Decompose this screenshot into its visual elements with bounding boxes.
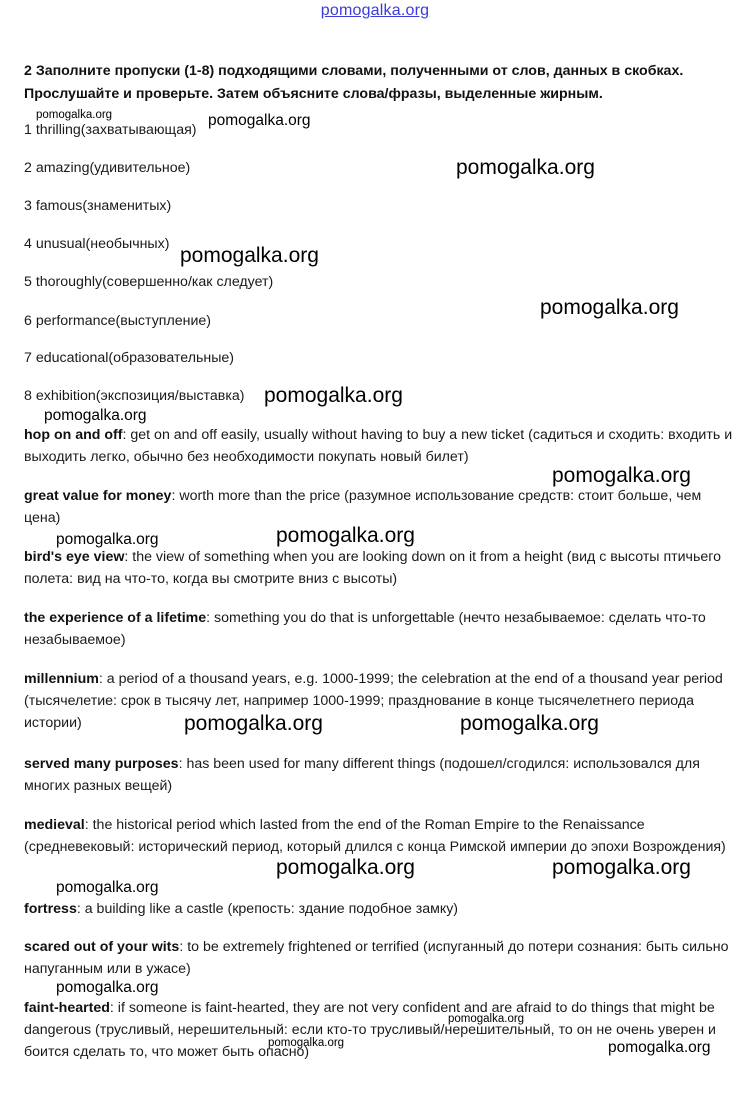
site-header-link[interactable]: pomogalka.org: [320, 2, 430, 19]
watermark-text: pomogalka.org: [608, 1039, 711, 1056]
watermark-text: pomogalka.org: [56, 979, 159, 996]
answer-item-3: 3 famous(знаменитых): [24, 198, 172, 214]
task-instructions: [24, 60, 734, 106]
definition-text: : if someone is faint-hearted, they are not very confident and are afraid to do things that might be dangerous (трусливый, нерешительный: если кто-то трусливый/нерешительный, то он не очень уверен и боится сделать то, что может быть опасно): [24, 1000, 716, 1060]
definition-term: scared out of your wits: [24, 939, 180, 955]
answer-item-6: 6 performance(выступление): [24, 313, 212, 329]
definition-term: hop on and off: [24, 427, 123, 443]
definition-text: : something you do that is unforgettable (нечто незабываемое: сделать что-то незабываемое): [24, 610, 706, 648]
watermark-text: pomogalka.org: [264, 384, 403, 407]
answer-item-4: 4 unusual(необычных): [24, 236, 170, 252]
definition-text: : has been used for many different things (подошел/сгодился: использовался для многих разных вещей): [24, 756, 700, 794]
watermark-text: pomogalka.org: [448, 1013, 525, 1025]
definition-term: great value for money: [24, 488, 172, 504]
watermark-text: pomogalka.org: [56, 531, 159, 548]
watermark-text: pomogalka.org: [552, 464, 691, 487]
definition-term: served many purposes: [24, 756, 179, 772]
definition-text: : the historical period which lasted from the end of the Roman Empire to the Renaissance (средневековый: исторический период, который длился с конца Римской империи до эпохи Возрождения): [24, 817, 726, 855]
watermark-text: pomogalka.org: [208, 112, 311, 129]
definition-term: bird's eye view: [24, 549, 125, 565]
watermark-text: pomogalka.org: [184, 712, 323, 735]
answer-item-5: 5 thoroughly(совершенно/как следует): [24, 274, 274, 290]
watermark-text: pomogalka.org: [56, 879, 159, 896]
answer-item-2: 2 amazing(удивительное): [24, 160, 191, 176]
definition-term: the experience of a lifetime: [24, 610, 207, 626]
definition-term: millennium: [24, 671, 99, 687]
definition-text: : to be extremely frightened or terrified (испуганный до потери сознания: быть сильно напуганным или в ужасе): [24, 939, 729, 977]
definition-entry: [24, 936, 736, 980]
definition-text: : a period of a thousand years, e.g. 1000-1999; the celebration at the end of a thousand year period (тысячелетие: срок в тысячу лет, например 1000-1999; празднование в конце тысячелетнего периода истории): [24, 671, 723, 731]
answer-item-1: 1 thrilling(захватывающая): [24, 122, 197, 138]
watermark-text: pomogalka.org: [44, 407, 147, 424]
watermark-text: pomogalka.org: [36, 109, 113, 121]
definition-entry: [24, 898, 736, 920]
definition-text: : get on and off easily, usually without having to buy a new ticket (садиться и сходить: входить и выходить легко, обычно без необходимости покупать новый билет): [24, 427, 733, 465]
definition-entry: [24, 546, 736, 590]
watermark-text: pomogalka.org: [456, 156, 595, 179]
definition-entry: [24, 753, 736, 797]
definition-text: : worth more than the price (разумное использование средств: стоит больше, чем цена): [24, 488, 702, 526]
watermark-text: pomogalka.org: [552, 856, 691, 879]
watermark-text: pomogalka.org: [276, 856, 415, 879]
definition-text: : the view of something when you are looking down on it from a height (вид с высоты птичьего полета: вид на что-то, когда вы смотрите вниз с высоты): [24, 549, 721, 587]
watermark-text: pomogalka.org: [268, 1037, 345, 1049]
definition-entry: [24, 424, 736, 468]
definition-entry: [24, 814, 736, 858]
watermark-text: pomogalka.org: [180, 244, 319, 267]
definition-text: : a building like a castle (крепость: здание подобное замку): [76, 901, 459, 917]
definition-term: medieval: [24, 817, 85, 833]
watermark-text: pomogalka.org: [460, 712, 599, 735]
definition-term: faint-hearted: [24, 1000, 110, 1016]
definition-term: fortress: [24, 901, 77, 917]
definition-entry: [24, 668, 736, 734]
definition-entry: [24, 485, 736, 529]
answer-item-7: 7 educational(образовательные): [24, 350, 235, 366]
task-line-1: 2 Заполните пропуски (1-8) подходящими словами, полученными от слов, данных в скобках.: [24, 63, 684, 79]
watermark-text: pomogalka.org: [276, 524, 415, 547]
definition-entry: [24, 607, 736, 651]
task-line-2: Прослушайте и проверьте. Затем объясните слова/фразы, выделенные жирным.: [24, 86, 603, 102]
answer-item-8: 8 exhibition(экспозиция/выставка): [24, 388, 245, 404]
watermark-text: pomogalka.org: [540, 296, 679, 319]
